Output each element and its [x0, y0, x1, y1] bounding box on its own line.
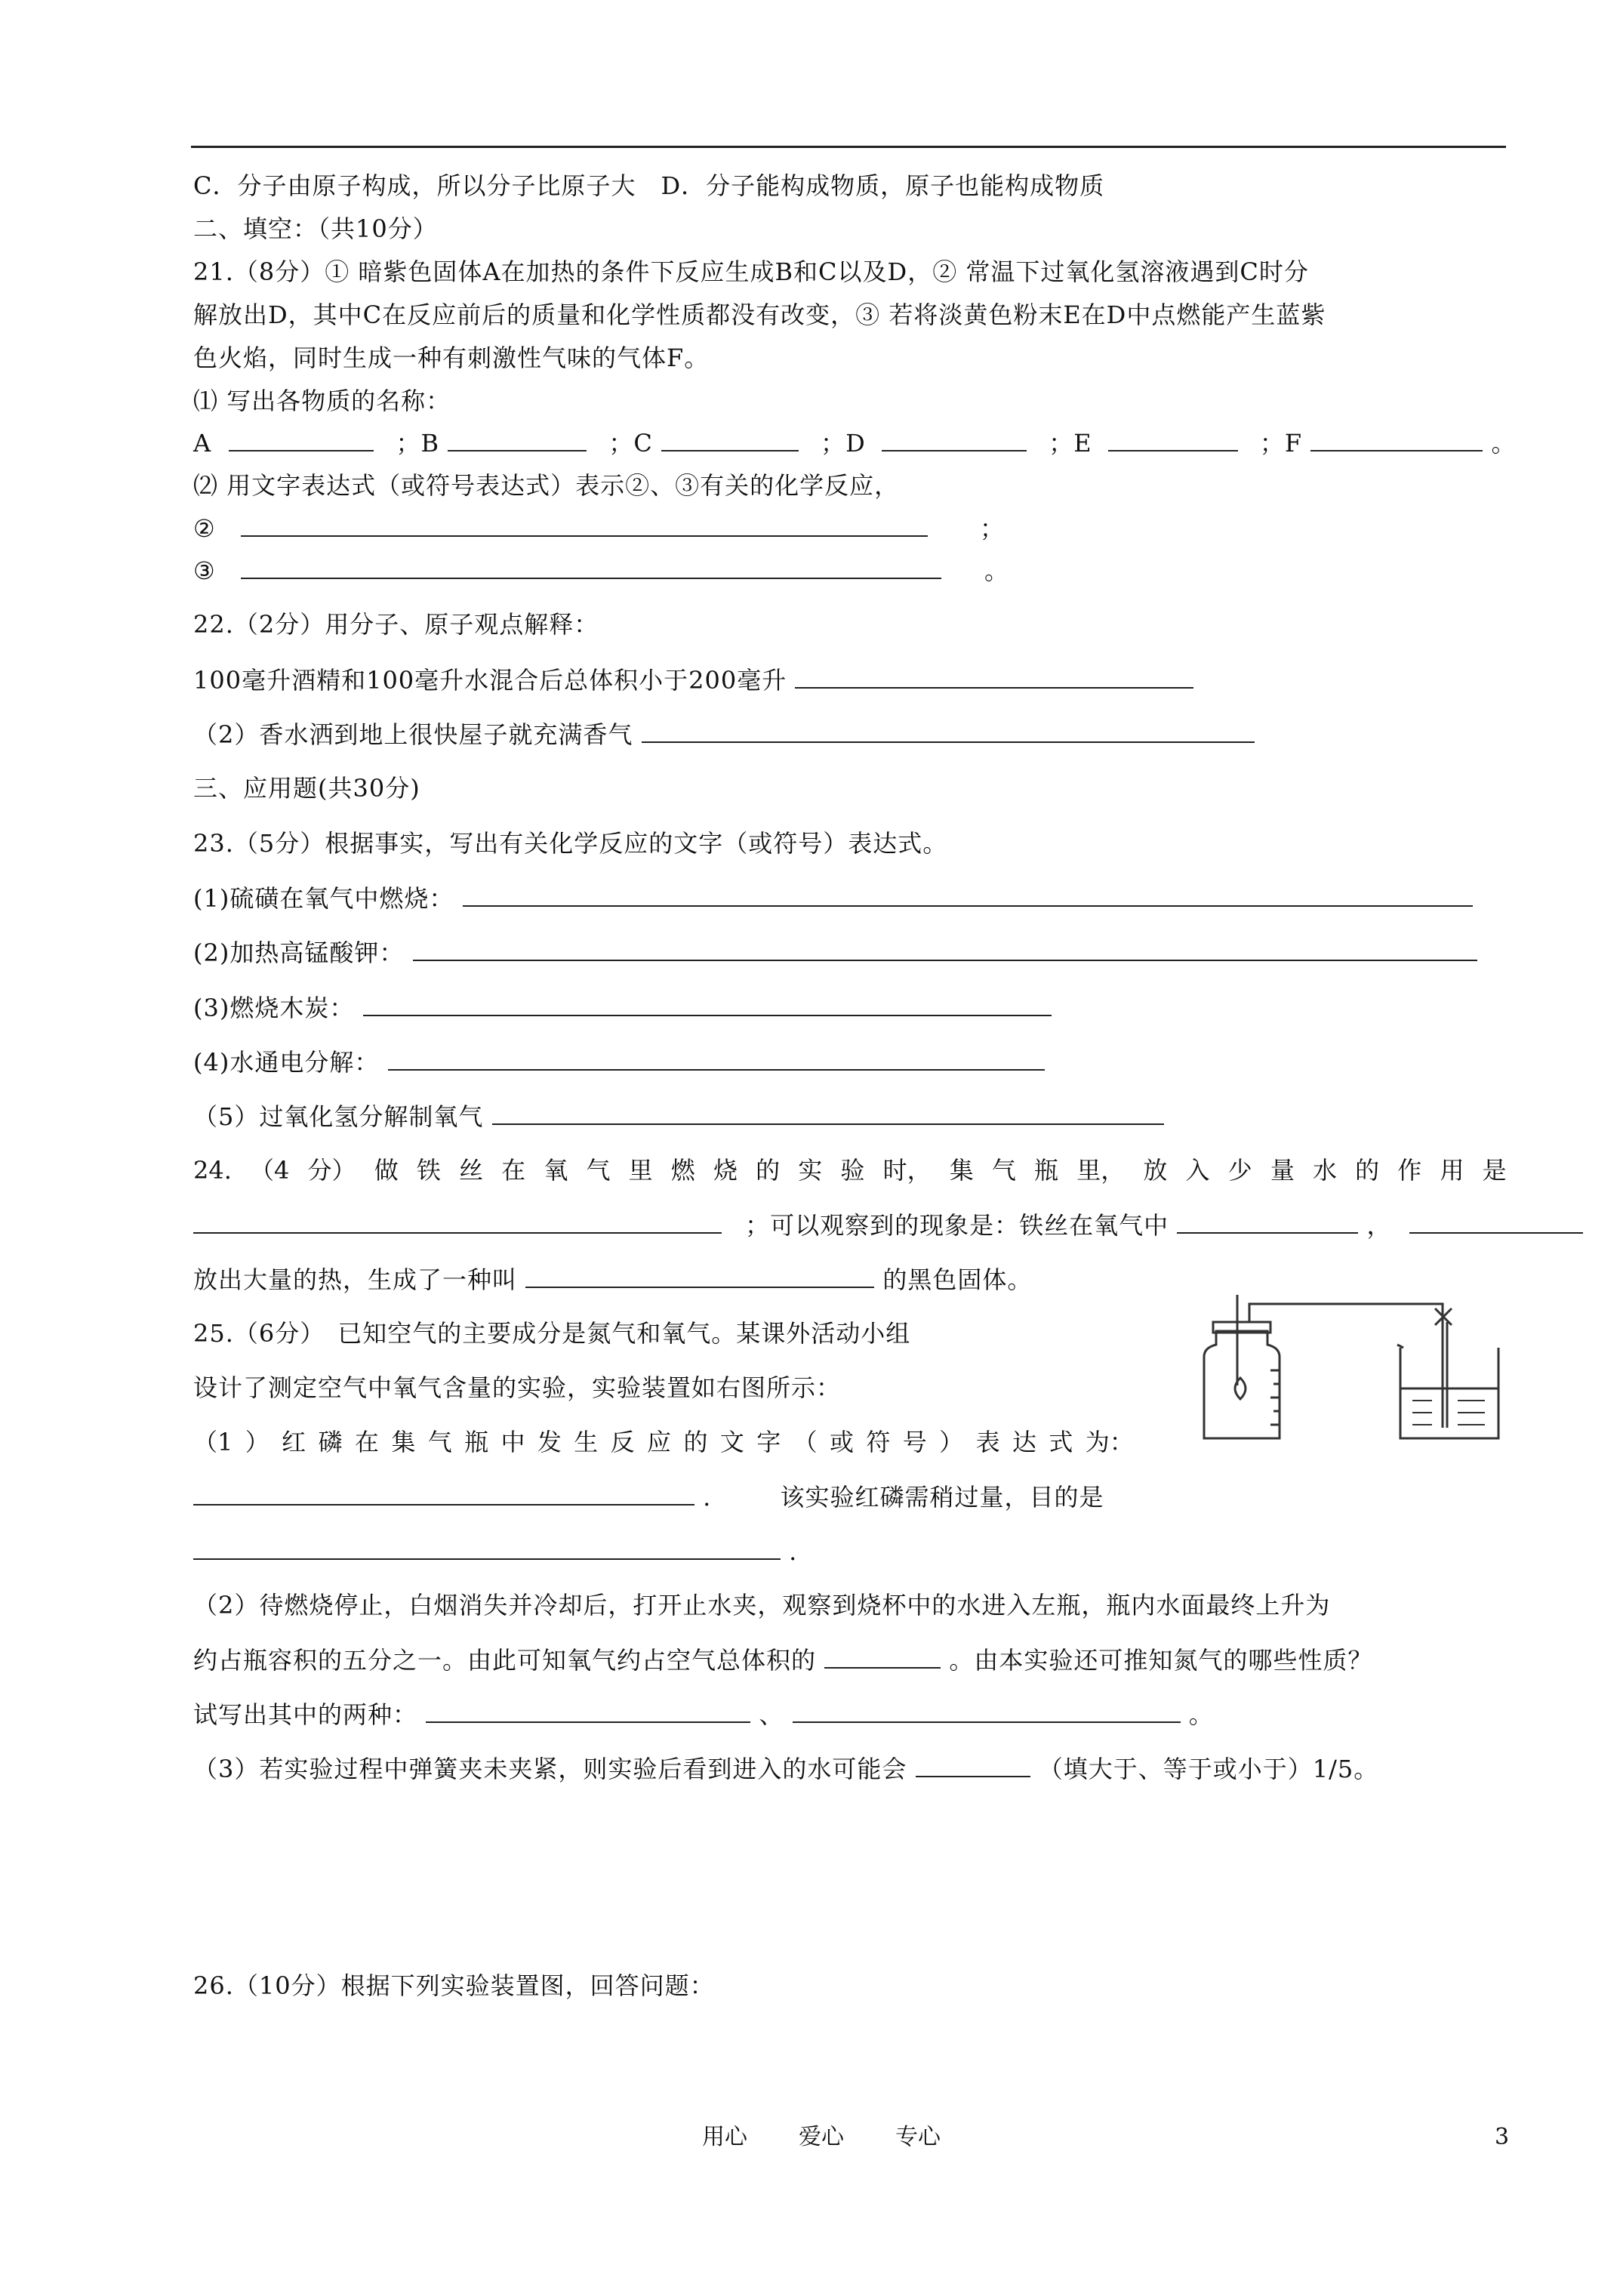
q24-word: 用 — [1440, 1156, 1464, 1185]
q21-reaction-3-row — [193, 555, 1009, 586]
q22-item-1-blank[interactable] — [795, 664, 1193, 689]
q25-purpose-blank[interactable] — [193, 1536, 781, 1560]
q25-item-1-word: 符 — [866, 1428, 891, 1456]
footer-slogan-2: 爱心 — [799, 2124, 844, 2150]
label-d: ；D — [821, 429, 866, 458]
q24-comma: ， — [1366, 1211, 1392, 1240]
q24-line-1 — [193, 1155, 1507, 1185]
q24-word: 实 — [798, 1156, 823, 1185]
q24-word: 放 — [1143, 1156, 1168, 1185]
q24-word: 的 — [1355, 1156, 1380, 1185]
q25-item-3 — [193, 1753, 1378, 1784]
q24-word: 验 — [840, 1156, 865, 1185]
q21-names-row — [193, 427, 1516, 458]
q25-properties-text: 试写出其中的两种： — [193, 1700, 418, 1729]
reaction-2-blank[interactable] — [241, 513, 928, 537]
q25-property-blank-2[interactable] — [793, 1699, 1181, 1723]
q24-word: 分） — [307, 1156, 356, 1185]
apparatus-figure — [1174, 1295, 1510, 1446]
q25-item-1-word: 的 — [683, 1428, 708, 1456]
q24-word: 水 — [1312, 1156, 1337, 1185]
q24-line-2 — [193, 1210, 1583, 1240]
q25-properties-end: 。 — [1188, 1700, 1214, 1729]
q22-item-2 — [193, 719, 1255, 750]
q22-item-2-blank[interactable] — [642, 719, 1255, 743]
q25-item-1-word: 式 — [1049, 1428, 1073, 1456]
answer-blank-a[interactable] — [229, 427, 374, 451]
q24-purpose-blank[interactable] — [193, 1210, 722, 1234]
q25-item-1-word: 达 — [1012, 1428, 1036, 1456]
q21-sub-2: ⑵ 用文字表达式（或符号表达式）表示②、③有关的化学反应， — [193, 471, 900, 500]
q21-line-3: 色火焰，同时生成一种有刺激性气味的气体F。 — [193, 344, 710, 372]
row-end-mark: 。 — [1491, 429, 1517, 458]
q25-item-1-word: 在 — [354, 1428, 379, 1456]
q25-item-1-word: 应 — [647, 1428, 672, 1456]
label-a: A — [193, 429, 212, 458]
q25-dot-2: . — [789, 1537, 798, 1566]
label-f: ；F — [1259, 429, 1303, 458]
q25-item-1-word: 表 — [975, 1428, 1000, 1456]
q25-item-3-text: （3）若实验过程中弹簧夹未夹紧，则实验后看到进入的水可能会 — [193, 1755, 907, 1783]
q24-word: 时， — [882, 1156, 932, 1185]
flame — [1235, 1378, 1246, 1399]
q24-word: 入 — [1185, 1156, 1210, 1185]
q23-item-2-text: (2)加热高锰酸钾： — [193, 938, 405, 967]
q25-item-1-word: 生 — [574, 1428, 599, 1456]
reaction-3-label: ③ — [193, 556, 216, 585]
q25-item-1-word: 或 — [830, 1428, 855, 1456]
reaction-3-blank[interactable] — [241, 555, 941, 579]
answer-blank-d[interactable] — [882, 427, 1027, 451]
q24-word: 气 — [586, 1156, 611, 1185]
q22-heading: 22.（2分）用分子、原子观点解释： — [193, 610, 599, 639]
q23-item-4 — [193, 1046, 1045, 1077]
q24-word: 氧 — [544, 1156, 568, 1185]
q24-word: 少 — [1227, 1156, 1252, 1185]
q24-word: 里， — [1076, 1156, 1126, 1185]
q25-item-1-word: 气 — [427, 1428, 452, 1456]
q25-ratio-text: 约占瓶容积的五分之一。由此可知氧气约占空气总体积的 — [193, 1646, 817, 1675]
q25-item-1-word: 中 — [500, 1428, 525, 1456]
q25-line-1: 25.（6分） 已知空气的主要成分是氮气和氧气。某课外活动小组 — [193, 1319, 911, 1348]
q25-item-1-word: ） — [245, 1428, 269, 1456]
q24-product-blank[interactable] — [525, 1264, 874, 1288]
q25-item-1-word: 字 — [756, 1428, 781, 1456]
footer-slogan-3: 专心 — [895, 2124, 941, 2150]
q25-nitrogen-question: 。由本实验还可推知氮气的哪些性质？ — [949, 1646, 1373, 1675]
connecting-tube — [1249, 1304, 1443, 1322]
q23-item-1-blank[interactable] — [463, 883, 1473, 907]
q23-item-2-blank[interactable] — [413, 937, 1477, 961]
q22-item-1-text: 100毫升酒精和100毫升水混合后总体积小于200毫升 — [193, 666, 787, 695]
q25-item-1-word: （ — [793, 1428, 818, 1456]
q24-word: 量 — [1270, 1156, 1295, 1185]
q22-item-1 — [193, 664, 1193, 695]
q23-item-1-text: (1)硫磺在氧气中燃烧： — [193, 884, 454, 913]
q23-item-3 — [193, 992, 1052, 1023]
q25-item-1-word: 反 — [610, 1428, 635, 1456]
page-number: 3 — [1495, 2124, 1510, 2150]
q24-phenomenon-blank-2[interactable] — [1409, 1210, 1583, 1234]
answer-blank-f[interactable] — [1310, 427, 1483, 451]
q24-word: 做 — [374, 1156, 399, 1185]
answer-blank-b[interactable] — [448, 427, 587, 451]
q25-purpose-answer-row — [193, 1536, 797, 1567]
q24-word: 作 — [1397, 1156, 1422, 1185]
q24-word: 气 — [991, 1156, 1016, 1185]
q25-item-2-line-3 — [193, 1699, 1214, 1730]
q25-item-1-word: 集 — [391, 1428, 416, 1456]
q25-item-3-end: （填大于、等于或小于）1/5。 — [1038, 1755, 1379, 1783]
reaction-3-end: 。 — [984, 556, 1010, 585]
q25-item-1-line — [193, 1427, 1134, 1457]
q25-item-3-blank[interactable] — [916, 1753, 1030, 1777]
q24-word: 24. — [193, 1156, 232, 1185]
gas-bottle — [1204, 1331, 1280, 1438]
q23-item-5-blank[interactable] — [492, 1101, 1164, 1125]
q25-item-1-word: 红 — [282, 1428, 306, 1456]
q24-product-text: 放出大量的热，生成了一种叫 — [193, 1265, 518, 1294]
q25-item-1-word: 磷 — [318, 1428, 343, 1456]
q25-item-2-line-1: （2）待燃烧停止，白烟消失并冷却后，打开止水夹，观察到烧杯中的水进入左瓶，瓶内水面最终上升为 — [193, 1591, 1331, 1620]
q25-item-1-word: 为： — [1085, 1428, 1134, 1456]
q24-word: 瓶 — [1034, 1156, 1059, 1185]
label-c: ；C — [608, 429, 653, 458]
reaction-2-label: ② — [193, 514, 216, 543]
q23-item-4-text: (4)水通电分解： — [193, 1048, 380, 1077]
q25-purpose-text: 该实验红磷需稍过量，目的是 — [780, 1483, 1104, 1512]
q23-item-5 — [193, 1101, 1164, 1132]
header-rule — [191, 146, 1506, 148]
reaction-2-end: ； — [980, 514, 1006, 543]
q23-heading: 23.（5分）根据事实，写出有关化学反应的文字（或符号）表达式。 — [193, 829, 948, 858]
q21-line-1: 21.（8分）① 暗紫色固体A在加热的条件下反应生成B和C以及D，② 常温下过氧化氢溶液遇到C时分 — [193, 257, 1309, 286]
q25-separator: 、 — [759, 1700, 784, 1729]
q24-word: 里 — [628, 1156, 653, 1185]
q25-item-1-word: ） — [939, 1428, 964, 1456]
q25-expression-blank[interactable] — [193, 1481, 694, 1505]
q23-item-3-text: (3)燃烧木炭： — [193, 994, 355, 1022]
q25-dot-1: . — [703, 1483, 712, 1512]
q21-sub-1: ⑴ 写出各物质的名称： — [193, 387, 451, 415]
label-e: ；E — [1049, 429, 1092, 458]
q24-word: 是 — [1482, 1156, 1507, 1185]
q25-ratio-blank[interactable] — [824, 1644, 941, 1669]
option-cd-line: C．分子由原子构成，所以分子比原子大 D．分子能构成物质，原子也能构成物质 — [193, 171, 1105, 200]
q25-item-2-line-2 — [193, 1644, 1372, 1675]
q23-item-2 — [193, 937, 1477, 968]
q24-word: 烧 — [713, 1156, 738, 1185]
q25-item-1-word: 文 — [719, 1428, 744, 1456]
q25-line-2: 设计了测定空气中氧气含量的实验，实验装置如右图所示： — [193, 1373, 842, 1402]
q26-heading: 26.（10分）根据下列实验装置图，回答问题： — [193, 1971, 715, 2000]
q25-item-1-word: 号 — [902, 1428, 927, 1456]
answer-blank-e[interactable] — [1108, 427, 1238, 451]
q25-item-1-answer-row — [193, 1481, 1104, 1512]
q24-phenomenon-text: ；可以观察到的现象是：铁丝在氧气中 — [745, 1211, 1169, 1240]
label-b: ；B — [396, 429, 439, 458]
answer-blank-c[interactable] — [661, 427, 799, 451]
q23-item-5-text: （5）过氧化氢分解制氧气 — [193, 1102, 484, 1131]
q21-line-2: 解放出D，其中C在反应前后的质量和化学性质都没有改变，③ 若将淡黄色粉末E在D中点燃能产生蓝紫 — [193, 300, 1326, 329]
q24-word: 集 — [949, 1156, 974, 1185]
footer-slogan-1: 用心 — [702, 2124, 747, 2150]
q23-item-4-blank[interactable] — [388, 1046, 1045, 1071]
q24-word: 在 — [501, 1156, 526, 1185]
q24-line-3 — [193, 1264, 1032, 1295]
q24-word: 燃 — [670, 1156, 695, 1185]
q23-item-1 — [193, 883, 1473, 914]
q24-word: 丝 — [459, 1156, 484, 1185]
q25-property-blank-1[interactable] — [426, 1699, 750, 1723]
q21-reaction-2-row — [193, 513, 1005, 544]
q24-word: 的 — [756, 1156, 781, 1185]
q24-phenomenon-blank-1[interactable] — [1177, 1210, 1358, 1234]
q24-product-end: 的黑色固体。 — [882, 1265, 1033, 1294]
section-3-heading: 三、应用题(共30分) — [193, 774, 420, 803]
q25-item-1-word: 瓶 — [464, 1428, 489, 1456]
q22-item-2-text: （2）香水洒到地上很快屋子就充满香气 — [193, 720, 633, 749]
q25-item-1-word: 发 — [537, 1428, 562, 1456]
q23-item-3-blank[interactable] — [363, 992, 1052, 1016]
section-2-heading: 二、填空：（共10分） — [193, 214, 438, 243]
q25-item-1-word: （1 — [193, 1428, 233, 1456]
q24-word: 铁 — [416, 1156, 441, 1185]
q24-word: （4 — [250, 1156, 290, 1185]
